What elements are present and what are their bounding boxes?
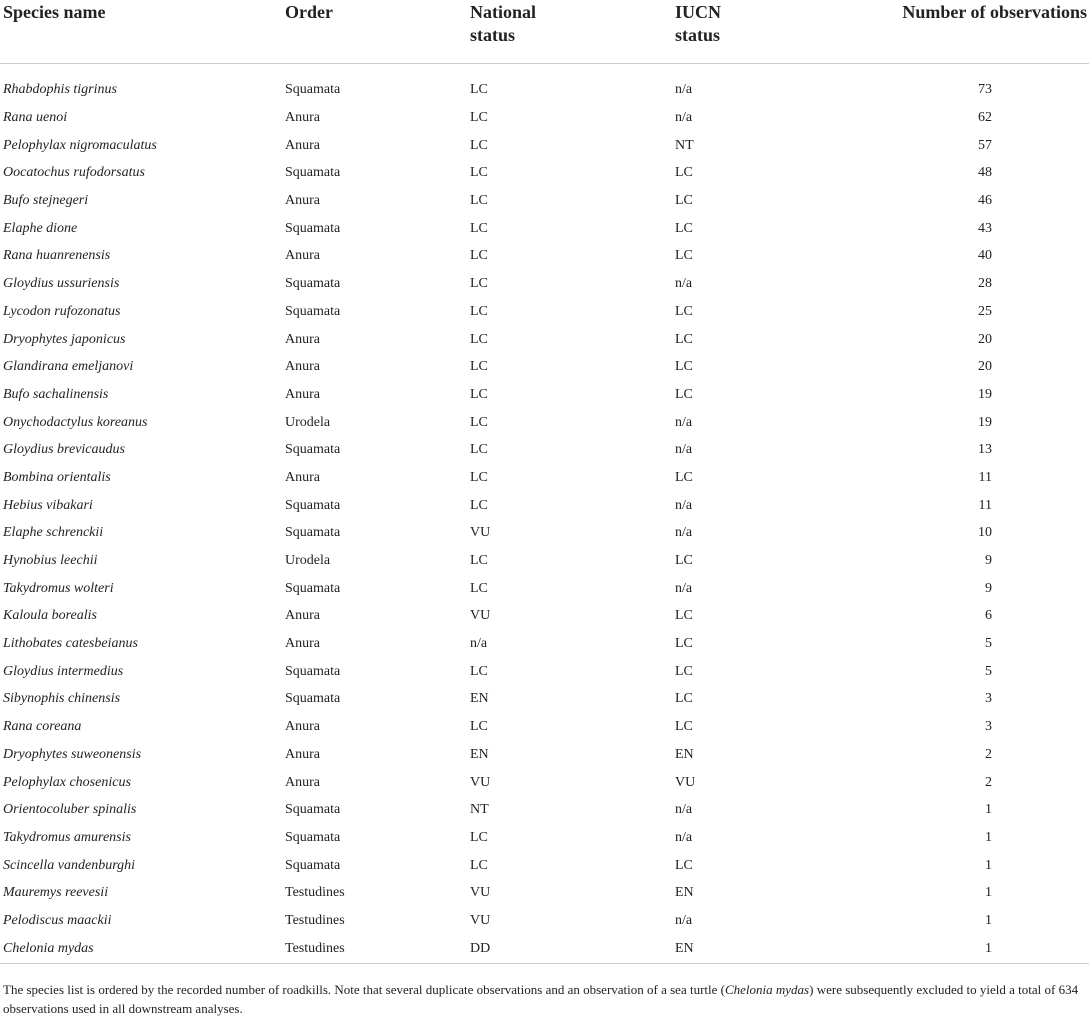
observations-cell: 1 [985, 885, 992, 901]
species-name-cell: Rana coreana [3, 719, 82, 735]
footnote-text-part2: ) were subsequently excluded to yield a total of 634 observations used in all downstream analyses. [3, 982, 1079, 1016]
table-row [0, 603, 1089, 631]
iucn-status-cell: EN [675, 935, 820, 964]
table-row [0, 187, 1089, 215]
observations-cell: 28 [978, 276, 992, 292]
national-status-cell: LC [470, 857, 488, 873]
order-cell: Anura [285, 636, 320, 652]
national-status-cell: VU [470, 885, 491, 901]
iucn-status-cell: n/a [675, 414, 693, 430]
order-cell: Anura [285, 137, 320, 153]
observations-cell: 9 [985, 553, 992, 569]
order-cell: Urodela [285, 414, 331, 430]
order-cell: Squamata [285, 497, 341, 513]
table-row [0, 741, 1089, 769]
iucn-status-cell: LC [675, 248, 693, 264]
species-name-cell: Bufo sachalinensis [3, 386, 109, 402]
iucn-status-cell: LC [675, 165, 693, 181]
order-cell: Squamata [285, 165, 341, 181]
order-cell: Anura [285, 248, 320, 264]
national-status-cell: LC [470, 248, 488, 264]
iucn-status-cell: NT [675, 137, 694, 153]
order-cell: Anura [285, 359, 320, 375]
national-status-cell: LC [470, 137, 488, 153]
observations-cell: 73 [978, 82, 992, 98]
observations-cell: 2 [985, 746, 992, 762]
table-row [0, 298, 1089, 326]
order-cell: Squamata [285, 802, 341, 818]
table-row [0, 796, 1089, 824]
species-name-cell: Pelophylax chosenicus [3, 774, 131, 790]
header-order [285, 0, 470, 63]
header-number-of-observations [820, 0, 1089, 63]
observations-cell: 11 [978, 469, 992, 485]
table-header [0, 0, 1089, 63]
iucn-status-cell: n/a [675, 110, 693, 126]
species-name-cell: Dryophytes suweonensis [3, 746, 142, 762]
table-footnote [3, 980, 1086, 1018]
national-status-cell: EN [470, 746, 489, 762]
national-status-cell: VU [470, 774, 491, 790]
national-status-cell: LC [470, 82, 488, 98]
national-status-cell: LC [470, 359, 488, 375]
iucn-status-cell: LC [675, 303, 693, 319]
header-national-line1: National [470, 2, 537, 22]
species-name-cell: Kaloula borealis [3, 608, 97, 624]
observations-cell: 1 [820, 935, 1089, 964]
table-body [0, 63, 1089, 963]
order-cell: Urodela [285, 553, 331, 569]
iucn-status-cell: LC [675, 857, 693, 873]
observations-cell: 1 [985, 912, 992, 928]
table-row [0, 879, 1089, 907]
species-name-cell: Elaphe schrenckii [3, 525, 104, 541]
table-row [0, 907, 1089, 935]
order-cell: Testudines [285, 912, 345, 928]
observations-cell: 10 [978, 525, 992, 541]
order-cell: Squamata [285, 691, 341, 707]
iucn-status-cell: n/a [675, 580, 693, 596]
observations-cell: 20 [978, 331, 992, 347]
table-row [0, 824, 1089, 852]
national-status-cell: LC [470, 580, 488, 596]
order-cell: Squamata [285, 276, 341, 292]
national-status-cell: DD [470, 935, 675, 964]
table-row [0, 353, 1089, 381]
national-status-cell: VU [470, 525, 491, 541]
table-row [0, 326, 1089, 354]
iucn-status-cell: n/a [675, 525, 693, 541]
header-species-name-text: Species name [3, 2, 106, 22]
observations-cell: 48 [978, 165, 992, 181]
header-national-line2: status [470, 25, 516, 45]
observations-cell: 20 [978, 359, 992, 375]
order-cell: Squamata [285, 829, 341, 845]
observations-cell: 2 [985, 774, 992, 790]
table-row [0, 575, 1089, 603]
observations-cell: 3 [985, 719, 992, 735]
species-name-cell: Glandirana emeljanovi [3, 359, 134, 375]
species-name-cell: Takydromus amurensis [3, 829, 131, 845]
species-name-cell: Hebius vibakari [3, 497, 93, 513]
iucn-status-cell: LC [675, 719, 693, 735]
iucn-status-cell: LC [675, 359, 693, 375]
national-status-cell: NT [470, 802, 489, 818]
observations-cell: 5 [985, 663, 992, 679]
observations-cell: 6 [985, 608, 992, 624]
iucn-status-cell: LC [675, 553, 693, 569]
species-name-cell: Mauremys reevesii [3, 885, 109, 901]
footnote-text-part1: The species list is ordered by the recorded number of roadkills. Note that several duplicate observations and an observation of a sea turtle ( [3, 982, 725, 997]
iucn-status-cell: VU [675, 774, 696, 790]
national-status-cell: LC [470, 303, 488, 319]
header-iucn-status [675, 0, 820, 63]
table-spacer-cell [0, 63, 1089, 77]
order-cell: Squamata [285, 220, 341, 236]
species-name-cell: Oocatochus rufodorsatus [3, 165, 145, 181]
table-spacer-row [0, 63, 1089, 77]
observations-cell: 1 [985, 857, 992, 873]
species-name-cell: Bufo stejnegeri [3, 193, 89, 209]
iucn-status-cell: EN [675, 885, 694, 901]
table-row [0, 769, 1089, 797]
order-cell: Squamata [285, 857, 341, 873]
iucn-status-cell: n/a [675, 82, 693, 98]
national-status-cell: EN [470, 691, 489, 707]
national-status-cell: LC [470, 414, 488, 430]
order-cell: Squamata [285, 82, 341, 98]
species-name-cell: Bombina orientalis [3, 469, 111, 485]
species-name-cell: Hynobius leechii [3, 553, 98, 569]
table-row [0, 436, 1089, 464]
species-name-cell: Takydromus wolteri [3, 580, 114, 596]
table-row [0, 381, 1089, 409]
table-row [0, 935, 1089, 964]
observations-cell: 40 [978, 248, 992, 264]
table-row [0, 713, 1089, 741]
order-cell: Testudines [285, 935, 470, 964]
species-name-cell: Rana huanrenensis [3, 248, 111, 264]
observations-cell: 25 [978, 303, 992, 319]
species-name-cell: Pelodiscus maackii [3, 912, 112, 928]
header-national-status [470, 0, 675, 63]
table-row [0, 464, 1089, 492]
species-name-cell: Scincella vandenburghi [3, 857, 136, 873]
observations-cell: 13 [978, 442, 992, 458]
observations-cell: 46 [978, 193, 992, 209]
national-status-cell: VU [470, 608, 491, 624]
species-name-cell: Pelophylax nigromaculatus [3, 137, 157, 153]
national-status-cell: LC [470, 663, 488, 679]
observations-cell: 1 [985, 829, 992, 845]
header-iucn-line1: IUCN [675, 2, 722, 22]
observations-cell: 3 [985, 691, 992, 707]
table-row [0, 520, 1089, 548]
species-name-cell: Gloydius ussuriensis [3, 276, 120, 292]
iucn-status-cell: LC [675, 386, 693, 402]
national-status-cell: LC [470, 165, 488, 181]
iucn-status-cell: LC [675, 608, 693, 624]
footnote-italic-species: Chelonia mydas [724, 982, 810, 997]
iucn-status-cell: EN [675, 746, 694, 762]
header-order-text: Order [285, 2, 333, 22]
iucn-status-cell: LC [675, 663, 693, 679]
species-name-cell: Sibynophis chinensis [3, 691, 121, 707]
order-cell: Squamata [285, 580, 341, 596]
species-name-cell: Onychodactylus koreanus [3, 414, 148, 430]
national-status-cell: LC [470, 469, 488, 485]
iucn-status-cell: LC [675, 220, 693, 236]
header-row [0, 0, 1089, 63]
iucn-status-cell: n/a [675, 442, 693, 458]
order-cell: Anura [285, 469, 320, 485]
order-cell: Anura [285, 386, 320, 402]
observations-cell: 11 [978, 497, 992, 513]
iucn-status-cell: LC [675, 193, 693, 209]
header-species-name [0, 0, 285, 63]
observations-cell: 19 [978, 414, 992, 430]
iucn-status-cell: n/a [675, 829, 693, 845]
iucn-status-cell: n/a [675, 912, 693, 928]
table-row [0, 852, 1089, 880]
iucn-status-cell: LC [675, 636, 693, 652]
national-status-cell: LC [470, 497, 488, 513]
observations-cell: 9 [985, 580, 992, 596]
order-cell: Anura [285, 719, 320, 735]
order-cell: Anura [285, 193, 320, 209]
order-cell: Anura [285, 110, 320, 126]
species-name-cell: Chelonia mydas [0, 935, 285, 964]
species-name-cell: Dryophytes japonicus [3, 331, 126, 347]
national-status-cell: LC [470, 193, 488, 209]
observations-cell: 1 [985, 802, 992, 818]
table-row [0, 215, 1089, 243]
observations-cell: 5 [985, 636, 992, 652]
table-row [0, 547, 1089, 575]
national-status-cell: LC [470, 829, 488, 845]
order-cell: Anura [285, 774, 320, 790]
national-status-cell: LC [470, 110, 488, 126]
table-row [0, 132, 1089, 160]
header-iucn-line2: status [675, 25, 721, 45]
species-name-cell: Gloydius brevicaudus [3, 442, 125, 458]
table-row [0, 160, 1089, 188]
species-name-cell: Gloydius intermedius [3, 663, 124, 679]
species-name-cell: Elaphe dione [3, 220, 78, 236]
species-name-cell: Lycodon rufozonatus [3, 303, 121, 319]
order-cell: Squamata [285, 663, 341, 679]
header-observations-text: Number of observations [902, 2, 1087, 22]
table-row [0, 104, 1089, 132]
table-row [0, 686, 1089, 714]
observations-cell: 43 [978, 220, 992, 236]
national-status-cell: LC [470, 553, 488, 569]
iucn-status-cell: n/a [675, 497, 693, 513]
species-name-cell: Rana uenoi [3, 110, 68, 126]
species-name-cell: Orientocoluber spinalis [3, 802, 137, 818]
table-row [0, 630, 1089, 658]
national-status-cell: LC [470, 719, 488, 735]
table-row [0, 77, 1089, 105]
table-row [0, 270, 1089, 298]
iucn-status-cell: LC [675, 331, 693, 347]
national-status-cell: LC [470, 442, 488, 458]
table-row [0, 492, 1089, 520]
national-status-cell: n/a [470, 636, 488, 652]
iucn-status-cell: LC [675, 469, 693, 485]
table-row [0, 243, 1089, 271]
table-row [0, 409, 1089, 437]
species-name-cell: Lithobates catesbeianus [3, 636, 138, 652]
iucn-status-cell: LC [675, 691, 693, 707]
observations-cell: 19 [978, 386, 992, 402]
order-cell: Squamata [285, 525, 341, 541]
national-status-cell: LC [470, 276, 488, 292]
species-name-cell: Rhabdophis tigrinus [3, 82, 117, 98]
order-cell: Testudines [285, 885, 345, 901]
table-row [0, 658, 1089, 686]
national-status-cell: LC [470, 386, 488, 402]
order-cell: Squamata [285, 442, 341, 458]
national-status-cell: VU [470, 912, 491, 928]
national-status-cell: LC [470, 220, 488, 236]
observations-cell: 62 [978, 110, 992, 126]
national-status-cell: LC [470, 331, 488, 347]
order-cell: Anura [285, 746, 320, 762]
order-cell: Anura [285, 608, 320, 624]
iucn-status-cell: n/a [675, 802, 693, 818]
order-cell: Squamata [285, 303, 341, 319]
iucn-status-cell: n/a [675, 276, 693, 292]
observations-cell: 57 [978, 137, 992, 153]
order-cell: Anura [285, 331, 320, 347]
